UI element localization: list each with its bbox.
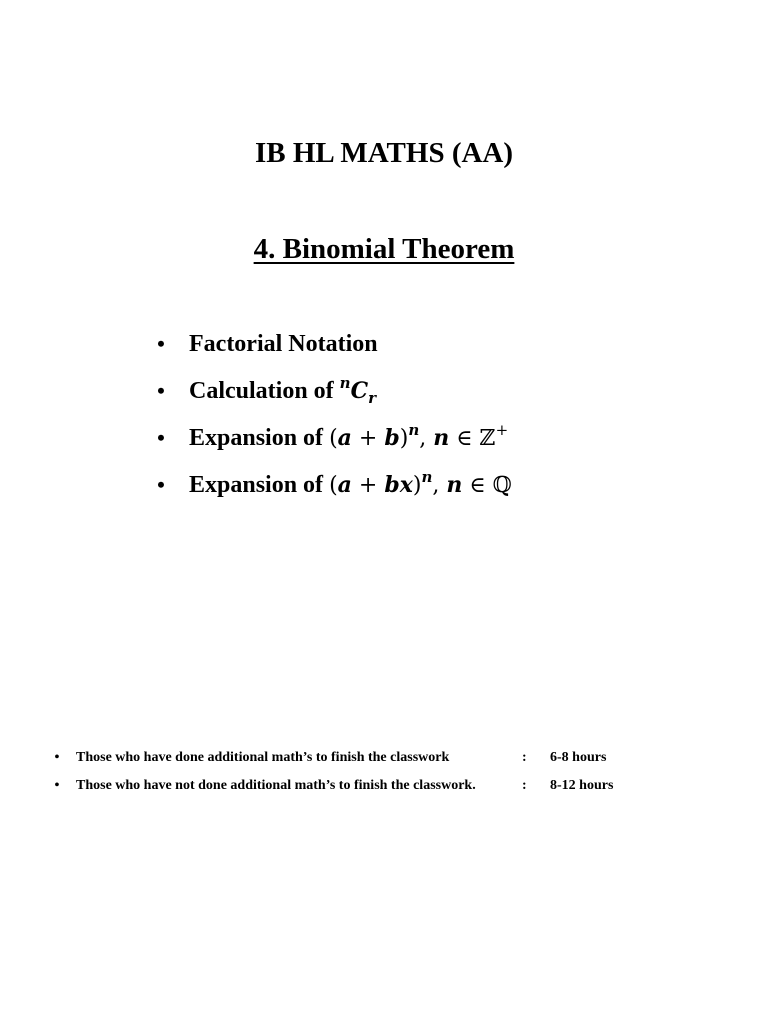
math-expansion-a-plus-bx: (a + bx)$^n$, n ∈ ℚ bbox=[329, 468, 512, 498]
topic-item-expansion-integer bbox=[150, 419, 710, 466]
topic-line bbox=[189, 419, 508, 458]
time-estimate-separator: : bbox=[522, 778, 527, 793]
topic-item-ncr bbox=[150, 372, 710, 419]
time-estimate-row bbox=[50, 776, 690, 804]
time-estimate-row bbox=[50, 748, 690, 776]
time-estimate-description: Those who have not done additional math’s to finish the classwork. bbox=[76, 778, 476, 793]
bullet-icon: • bbox=[157, 378, 165, 403]
topic-label: Calculation of bbox=[189, 378, 340, 404]
bullet-icon: • bbox=[54, 750, 60, 765]
topic-label: Factorial Notation bbox=[189, 331, 378, 357]
topic-item-factorial bbox=[150, 325, 710, 372]
topic-list bbox=[150, 325, 710, 513]
time-estimate-hours: 6-8 hours bbox=[550, 750, 607, 765]
time-estimate-list bbox=[50, 748, 690, 804]
bullet-icon: • bbox=[157, 472, 165, 497]
bullet-icon: • bbox=[54, 778, 60, 793]
math-ncr: $^nC_r$ bbox=[339, 374, 376, 407]
topic-line bbox=[189, 372, 376, 410]
chapter-heading: 4. Binomial Theorem bbox=[253, 233, 515, 265]
topic-line bbox=[189, 466, 512, 505]
topic-label: Expansion of bbox=[189, 472, 330, 498]
topic-label: Expansion of bbox=[189, 425, 330, 451]
bullet-icon: • bbox=[157, 425, 165, 450]
time-estimate-description: Those who have done additional math’s to finish the classwork bbox=[76, 750, 450, 765]
topic-item-expansion-rational bbox=[150, 466, 710, 513]
time-estimate-separator: : bbox=[522, 750, 527, 765]
math-expansion-a-plus-b: $(a + b)^n$, n ∈ ℤ+ bbox=[329, 421, 509, 451]
time-estimate-hours: 8-12 hours bbox=[550, 778, 614, 793]
document-title: IB HL MATHS (AA) bbox=[254, 137, 514, 169]
bullet-icon: • bbox=[157, 331, 165, 356]
